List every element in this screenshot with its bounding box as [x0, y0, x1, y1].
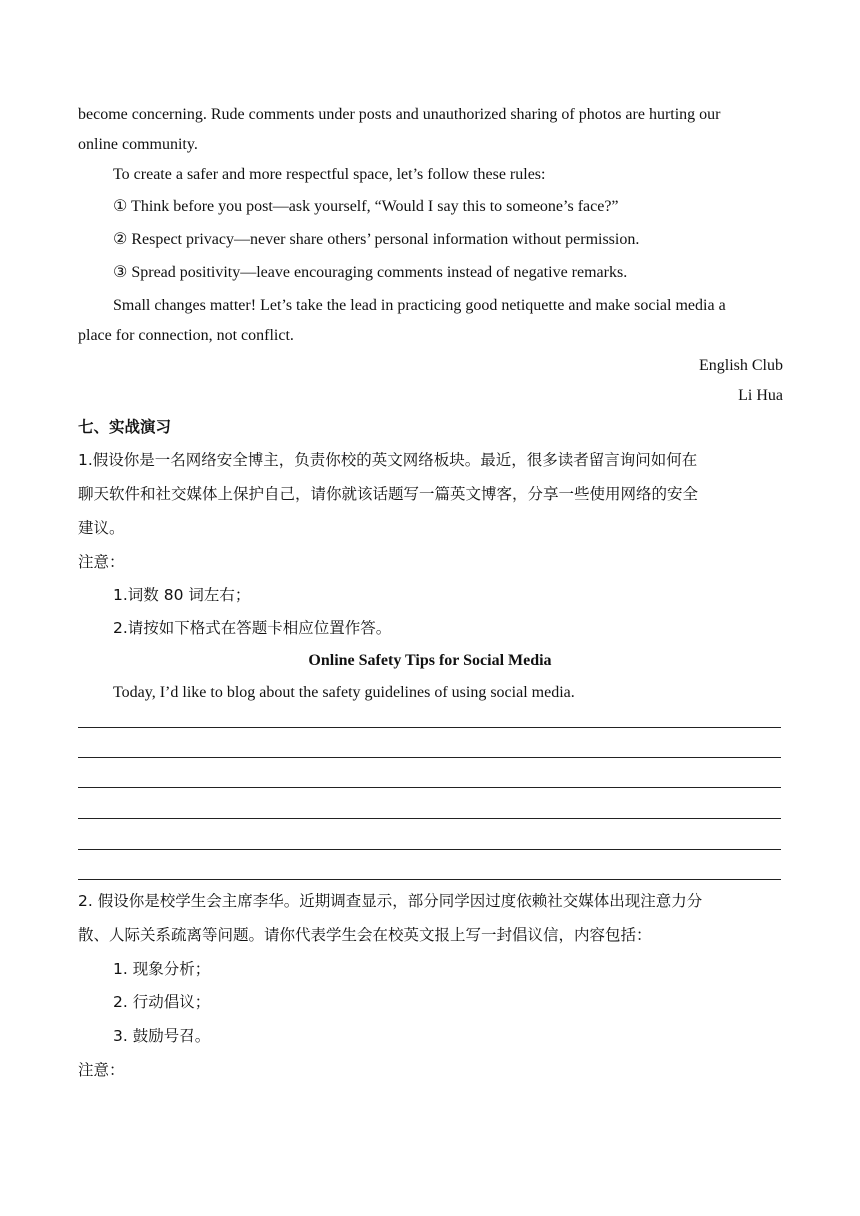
signature-club: English Club	[698, 357, 783, 374]
blog-title: Online Safety Tips for Social Media	[308, 652, 552, 669]
content-item: 1. 现象分析；	[113, 960, 211, 978]
task-text: 聊天软件和社交媒体上保护自己，请你就该话题写一篇英文博客，分享一些使用网络的安全	[78, 485, 699, 503]
rule-item: ③ Spread positivity—leave encouraging comments instead of negative remarks.	[113, 264, 628, 281]
letter-line: Small changes matter! Let’s take the lead in practicing good netiquette and make social media a	[113, 297, 726, 314]
note-label: 注意：	[78, 553, 125, 571]
answer-line[interactable]	[78, 818, 781, 819]
answer-line[interactable]	[78, 727, 781, 728]
task-text: 2. 假设你是校学生会主席李华。近期调查显示，部分同学因过度依赖社交媒体出现注意力分	[78, 892, 703, 910]
letter-line: To create a safer and more respectful space, let’s follow these rules:	[113, 166, 546, 183]
signature-name: Li Hua	[738, 387, 783, 404]
answer-line[interactable]	[78, 757, 781, 758]
letter-line: become concerning. Rude comments under posts and unauthorized sharing of photos are hurting our	[78, 106, 721, 123]
answer-line[interactable]	[78, 787, 781, 788]
answer-line[interactable]	[78, 879, 781, 880]
content-item: 2. 行动倡议；	[113, 993, 211, 1011]
rule-item: ① Think before you post—ask yourself, “Would I say this to someone’s face?”	[113, 198, 619, 215]
answer-line[interactable]	[78, 849, 781, 850]
content-item: 3. 鼓励号召。	[113, 1027, 211, 1045]
letter-line: online community.	[78, 136, 198, 153]
note-label: 注意：	[78, 1061, 125, 1079]
task-text: 1.假设你是一名网络安全博主，负责你校的英文网络板块。最近，很多读者留言询问如何在	[78, 451, 698, 469]
rule-item: ② Respect privacy—never share others’ personal information without permission.	[113, 231, 640, 248]
note-item: 1.词数 80 词左右；	[113, 586, 251, 604]
task-text: 建议。	[78, 519, 125, 537]
task-text: 散、人际关系疏离等问题。请你代表学生会在校英文报上写一封倡议信，内容包括：	[78, 926, 652, 944]
blog-opening: Today, I’d like to blog about the safety guidelines of using social media.	[113, 684, 575, 701]
section-heading: 七、实战演习	[78, 418, 172, 436]
note-item: 2.请按如下格式在答题卡相应位置作答。	[113, 619, 392, 637]
letter-line: place for connection, not conflict.	[78, 327, 294, 344]
